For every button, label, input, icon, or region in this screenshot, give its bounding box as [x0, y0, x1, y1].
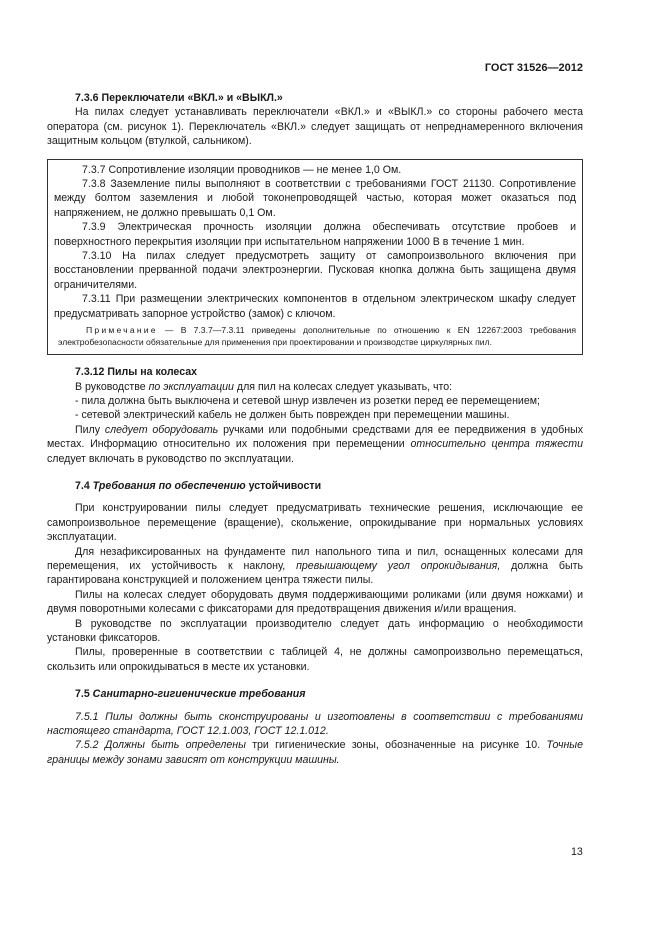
intro-emphasis: по эксплуатации: [148, 380, 234, 393]
note: [54, 324, 576, 348]
section-7-3-12-last: [47, 423, 583, 466]
title-number: 7.4: [75, 479, 93, 492]
section-7-5-1: [47, 710, 583, 739]
para-7-3-10: 7.3.10 На пилах следует предусмотреть защиту от самопроизвольного включения при восстановлении прерванной подачи электроэнергии. Пусковая кнопка должна быть защищена двумя ограничителями.: [54, 250, 576, 291]
text-part: ручками или подобными средствами для ее передвижения в удобных местах. Информацию относительно их положения при перемещении: [47, 423, 583, 451]
section-7-5-2: [47, 738, 583, 767]
emphasis-part: Точные границы между зонами зависят от конструкции машины.: [47, 739, 583, 766]
section-7-3-12-title: 7.3.12 Пилы на колесах: [75, 366, 197, 379]
text-part: Пилу: [75, 423, 105, 436]
intro-text-end: для пил на колесах следует указывать, что:: [233, 380, 453, 393]
para-7-3-8: 7.3.8 Заземление пилы выполняют в соответствии с требованиями ГОСТ 21130. Сопротивление между болтом заземления и любой токонепроводящей частью, которая может оказаться под напряжением, не должно превышать 0,1 Ом.: [54, 178, 576, 219]
para-7-3-11: 7.3.11 При размещении электрических компонентов в отдельном электрическом шкафу следует предусматривать запорное устройство (замок) с ключом.: [54, 293, 576, 320]
list-item-1: - пила должна быть выключена и сетевой шнур извлечен из розетки перед ее перемещением;: [75, 394, 540, 407]
section-7-4-title: [47, 479, 583, 493]
note-text: — В 7.3.7—7.3.11 приведены дополнительные по отношению к EN 12267:2003 требования электробезопасности обязательные для применения при проектировании и производстве циркулярных пил.: [58, 325, 576, 348]
title-number: 7.5: [75, 688, 93, 701]
document-code: ГОСТ 31526—2012: [484, 62, 583, 74]
section-7-3-6-text: На пилах следует устанавливать переключатели «ВКЛ.» и «ВЫКЛ.» со стороны рабочего места оператора (см. рисунок 1). Переключатель «ВКЛ.» следует защищать от непреднамеренного включения защитным кольцом (втулкой, сальником).: [47, 106, 583, 148]
text-part: Для незафиксированных на фундаменте пил напольного типа и пил, оснащенных колесами для перемещения, их устойчивость к наклону,: [47, 545, 583, 572]
intro-text: В руководстве: [75, 380, 149, 393]
para-7-3-7: 7.3.7 Сопротивление изоляции проводников — не менее 1,0 Ом.: [82, 163, 402, 176]
section-7-3-12-intro: [47, 380, 583, 394]
emphasis-part: превышающему угол опрокидывания,: [296, 559, 501, 572]
section-7-4-p1: При конструировании пилы следует предусматривать технические решения, исключающие ее самопроизвольное перемещение (вращение), скольжение, опрокидывание при нормальных условиях эксплуатации.: [47, 502, 583, 544]
text-part: должна быть гарантирована конструкцией и положением центра тяжести пилы.: [47, 559, 583, 587]
para-7-3-9: 7.3.9 Электрическая прочность изоляции должна обеспечивать отсутствие пробоев и поверхностного перекрытия изоляции при испытательном напряжении 1000 В в течение 1 мин.: [54, 221, 576, 248]
list-item-2: - сетевой электрический кабель не должен быть поврежден при перемещении машины.: [75, 409, 510, 422]
page-content: [47, 91, 583, 767]
emphasis-part: относительно центра тяжести: [410, 438, 583, 451]
text-part: три гигиенические зоны, обозначенные на рисунке 10.: [245, 739, 547, 752]
page-number: 13: [571, 846, 583, 858]
note-label: Примечание: [86, 325, 158, 336]
framed-block: [47, 159, 583, 355]
title-emphasis: Санитарно-гигиенические требования: [92, 688, 306, 701]
section-7-3-6-title: 7.3.6 Переключатели «ВКЛ.» и «ВЫКЛ.»: [75, 92, 283, 104]
emphasis-part: следует оборудовать: [104, 423, 219, 436]
emphasis-part: 7.5.1 Пилы должны быть сконструированы и изготовлены в соответствии с требованиями настоящего стандарта, ГОСТ 12.1.003, ГОСТ 12.1.012.: [47, 710, 583, 738]
title-rest: устойчивости: [245, 479, 322, 492]
section-7-4-p5: Пилы, проверенные в соответствии с таблицей 4, не должны самопроизвольно перемещаться, скользить или опрокидываться в месте их установки.: [47, 646, 583, 673]
section-7-5-title: [47, 687, 583, 701]
text-part: следует включать в руководство по эксплуатации.: [47, 452, 294, 465]
section-7-4-p3: Пилы на колесах следует оборудовать двумя поддерживающими роликами (или двумя ножками) и двумя поворотными колесами с фиксаторами для предотвращения движения и/или вращения.: [47, 588, 583, 616]
section-7-4-p4: В руководстве по эксплуатации производителю следует дать информацию о необходимости установки фиксаторов.: [47, 617, 583, 644]
title-emphasis: Требования по обеспечению: [92, 479, 246, 492]
section-7-4-p2: [47, 545, 583, 588]
emphasis-part: 7.5.2 Должны быть определены: [75, 739, 246, 752]
